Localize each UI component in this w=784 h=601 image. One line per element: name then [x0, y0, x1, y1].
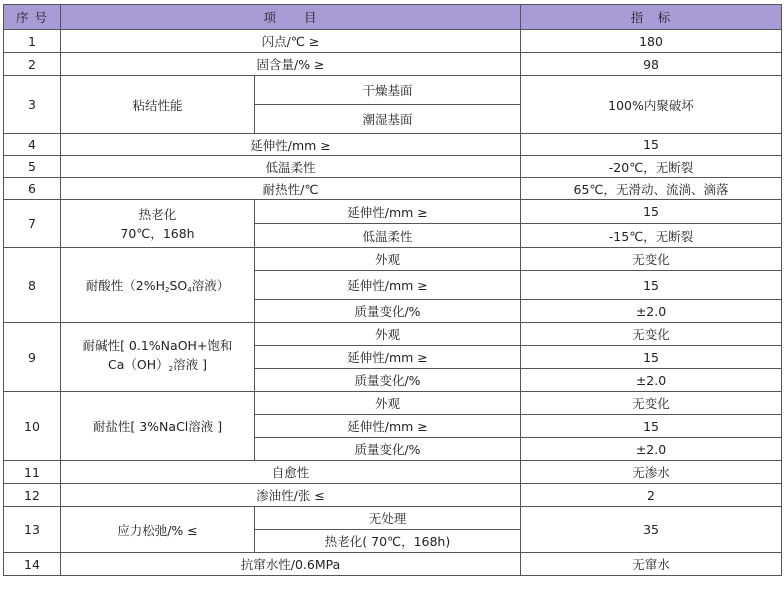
table-row — [4, 30, 782, 53]
item-cell — [61, 323, 255, 392]
sub-item-cell: 延伸性/mm ≥ — [255, 415, 521, 438]
row-number: 2 — [4, 53, 61, 76]
item-cell: 耐盐性[ 3%NaCl溶液 ] — [61, 392, 255, 461]
item-cell: 低温柔性 — [61, 156, 521, 178]
sub-item-cell: 热老化( 70℃，168h) — [255, 530, 521, 553]
value-cell: -20℃，无断裂 — [521, 156, 782, 178]
value-cell: 65℃，无滑动、流淌、滴落 — [521, 178, 782, 200]
item-cell: 自愈性 — [61, 461, 521, 484]
value-cell: 100%内聚破坏 — [521, 76, 782, 134]
table-row — [4, 134, 782, 156]
sub-item-cell: 延伸性/mm ≥ — [255, 346, 521, 369]
table-row — [4, 461, 782, 484]
sub-item-cell: 外观 — [255, 392, 521, 415]
value-cell: ±2.0 — [521, 438, 782, 461]
sub-item-cell: 外观 — [255, 323, 521, 346]
value-cell: 无渗水 — [521, 461, 782, 484]
item-cell: 粘结性能 — [61, 76, 255, 134]
row-number: 13 — [4, 507, 61, 553]
col-index-header: 指 标 — [521, 5, 782, 30]
value-cell: 35 — [521, 507, 782, 553]
item-text: 耐酸性（2%H — [85, 278, 165, 293]
sub-item-cell: 质量变化/% — [255, 369, 521, 392]
header-row — [4, 5, 782, 30]
row-number: 5 — [4, 156, 61, 178]
table-row — [4, 53, 782, 76]
value-cell: 180 — [521, 30, 782, 53]
sub-item-cell: 质量变化/% — [255, 300, 521, 323]
sub-item-cell: 干燥基面 — [255, 76, 521, 105]
table-row — [4, 248, 782, 271]
sub-item-cell: 质量变化/% — [255, 438, 521, 461]
value-cell: 2 — [521, 484, 782, 507]
row-number: 9 — [4, 323, 61, 392]
row-number: 8 — [4, 248, 61, 323]
item-cell: 固含量/% ≥ — [61, 53, 521, 76]
spec-table — [3, 4, 782, 576]
row-number: 6 — [4, 178, 61, 200]
row-number: 12 — [4, 484, 61, 507]
table-row — [4, 553, 782, 576]
value-cell: 15 — [521, 200, 782, 224]
col-item-header: 项 目 — [61, 5, 521, 30]
table-row — [4, 392, 782, 415]
row-number: 7 — [4, 200, 61, 248]
subscript: 4 — [187, 286, 192, 294]
item-line: 热老化 — [138, 206, 177, 222]
value-cell: 无变化 — [521, 323, 782, 346]
table-row — [4, 323, 782, 346]
sub-item-cell: 延伸性/mm ≥ — [255, 271, 521, 300]
value-cell: 15 — [521, 415, 782, 438]
value-cell: 15 — [521, 134, 782, 156]
subscript: 2 — [165, 286, 170, 294]
value-cell: ±2.0 — [521, 369, 782, 392]
item-text: SO — [169, 278, 188, 293]
value-cell: ±2.0 — [521, 300, 782, 323]
item-text: 溶液） — [191, 278, 230, 293]
sub-item-cell: 低温柔性 — [255, 224, 521, 248]
row-number: 4 — [4, 134, 61, 156]
row-number: 11 — [4, 461, 61, 484]
sub-item-cell: 潮湿基面 — [255, 105, 521, 134]
item-cell: 应力松弛/% ≤ — [61, 507, 255, 553]
value-cell: 15 — [521, 271, 782, 300]
table-row — [4, 484, 782, 507]
col-no-header: 序 号 — [4, 5, 61, 30]
value-cell: 15 — [521, 346, 782, 369]
table-row — [4, 200, 782, 224]
row-number: 1 — [4, 30, 61, 53]
row-number: 14 — [4, 553, 61, 576]
item-line — [65, 355, 250, 379]
item-text: 溶液 ] — [173, 356, 207, 372]
value-cell: -15℃，无断裂 — [521, 224, 782, 248]
table-row — [4, 156, 782, 178]
value-cell: 98 — [521, 53, 782, 76]
item-cell: 抗窜水性/0.6MPa — [61, 553, 521, 576]
item-cell: 延伸性/mm ≥ — [61, 134, 521, 156]
item-line: 耐碱性[ 0.1%NaOH+饱和 — [82, 337, 233, 353]
table-row — [4, 76, 782, 105]
table-row — [4, 178, 782, 200]
item-text: Ca（OH） — [108, 356, 169, 372]
row-number: 3 — [4, 76, 61, 134]
table-row — [4, 507, 782, 530]
row-number: 10 — [4, 392, 61, 461]
item-cell — [61, 200, 255, 248]
sub-item-cell: 延伸性/mm ≥ — [255, 200, 521, 224]
item-cell — [61, 248, 255, 323]
sub-item-cell: 无处理 — [255, 507, 521, 530]
value-cell: 无变化 — [521, 248, 782, 271]
item-cell: 闪点/℃ ≥ — [61, 30, 521, 53]
sub-item-cell: 外观 — [255, 248, 521, 271]
value-cell: 无变化 — [521, 392, 782, 415]
value-cell: 无窜水 — [521, 553, 782, 576]
item-cell: 渗油性/张 ≤ — [61, 484, 521, 507]
item-cell: 耐热性/℃ — [61, 178, 521, 200]
subscript: 2 — [168, 364, 174, 373]
item-line: 70℃，168h — [120, 225, 195, 241]
